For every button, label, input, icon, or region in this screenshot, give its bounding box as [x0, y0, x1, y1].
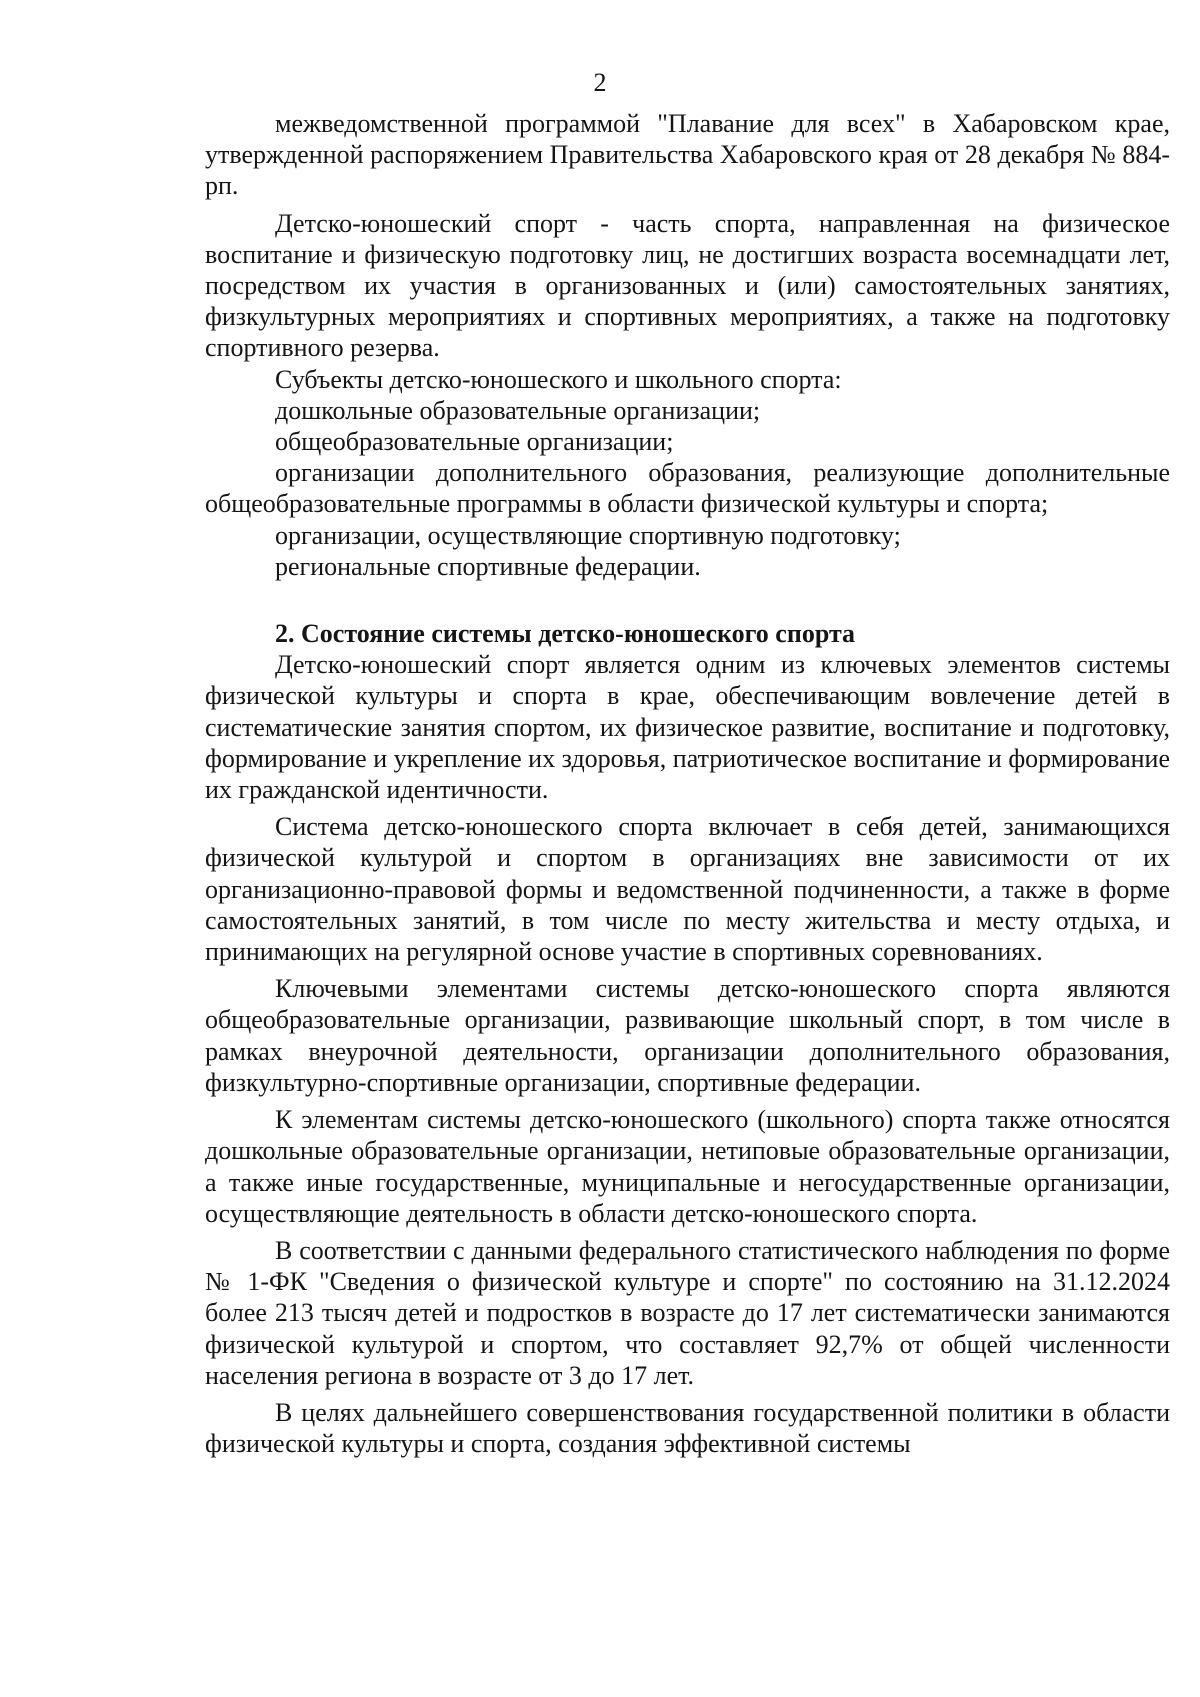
section-paragraph: Ключевыми элементами системы детско-юношеского спорта являются общеобразовательные организации, развивающие школьный спорт, в том числе в рамках внеурочной деятельности, организации дополнительного образования, физкультурно-спортивные организации, спортивные федерации.	[205, 974, 1170, 1097]
subject-item: организации дополнительного образования, реализующие дополнительные общеобразовательные программы в области физической культуры и спорта;	[205, 458, 1170, 519]
subject-item: организации, осуществляющие спортивную подготовку;	[275, 520, 901, 550]
section-paragraph: В целях дальнейшего совершенствования государственной политики в области физической культуры и спорта, создания эффективной системы	[205, 1397, 1170, 1459]
intro-continuation: межведомственной программой "Плавание для всех" в Хабаровском крае, утвержденной распоряжением Правительства Хабаровского края от 28 декабря № 884-рп.	[205, 109, 1170, 201]
section-paragraph: Детско-юношеский спорт является одним из ключевых элементов системы физической культуры и спорта в крае, обеспечивающим вовлечение детей в систематические занятия спортом, их физическое развитие, воспитание и подготовку, формирование и укрепление их здоровья, патриотическое воспитание и формирование их гражданской идентичности.	[205, 650, 1170, 805]
section-paragraph: К элементам системы детско-юношеского (школьного) спорта также относятся дошкольные образовательные организации, нетиповые образовательные организации, а также иные государственные, муниципальные и негосударственные организации, осуществляющие деятельность в области детско-юношеского спорта.	[205, 1105, 1170, 1228]
subject-item: общеобразовательные организации;	[275, 427, 674, 457]
section-heading: 2. Состояние системы детско-юношеского спорта	[275, 619, 856, 649]
section-paragraph: Система детско-юношеского спорта включает в себя детей, занимающихся физической культурой и спортом в организациях вне зависимости от их организационно-правовой формы и ведомственной подчиненности, а также в форме самостоятельных занятий, в том числе по месту жительства и месту отдыха, и принимающих на регулярной основе участие в спортивных соревнованиях.	[205, 812, 1170, 967]
subject-item: региональные спортивные федерации.	[275, 551, 701, 581]
document-body	[205, 108, 1170, 1459]
definition-paragraph: Детско-юношеский спорт - часть спорта, направленная на физическое воспитание и физическую подготовку лиц, не достигших возраста восемнадцати лет, посредством их участия в организованных и (или) самостоятельных занятиях, физкультурных мероприятиях и спортивных мероприятиях, а также на подготовку спортивного резерва.	[205, 208, 1170, 363]
page-number: 2	[593, 68, 607, 97]
section-paragraph: В соответствии с данными федерального статистического наблюдения по форме № 1-ФК "Сведения о физической культуре и спорте" по состоянию на 31.12.2024 более 213 тысяч детей и подростков в возрасте до 17 лет систематически занимаются физической культурой и спортом, что составляет 92,7% от общей численности населения региона в возрасте от 3 до 17 лет.	[205, 1235, 1170, 1390]
subjects-title: Субъекты детско-юношеского и школьного спорта:	[275, 364, 842, 394]
subject-item: дошкольные образовательные организации;	[275, 395, 761, 425]
